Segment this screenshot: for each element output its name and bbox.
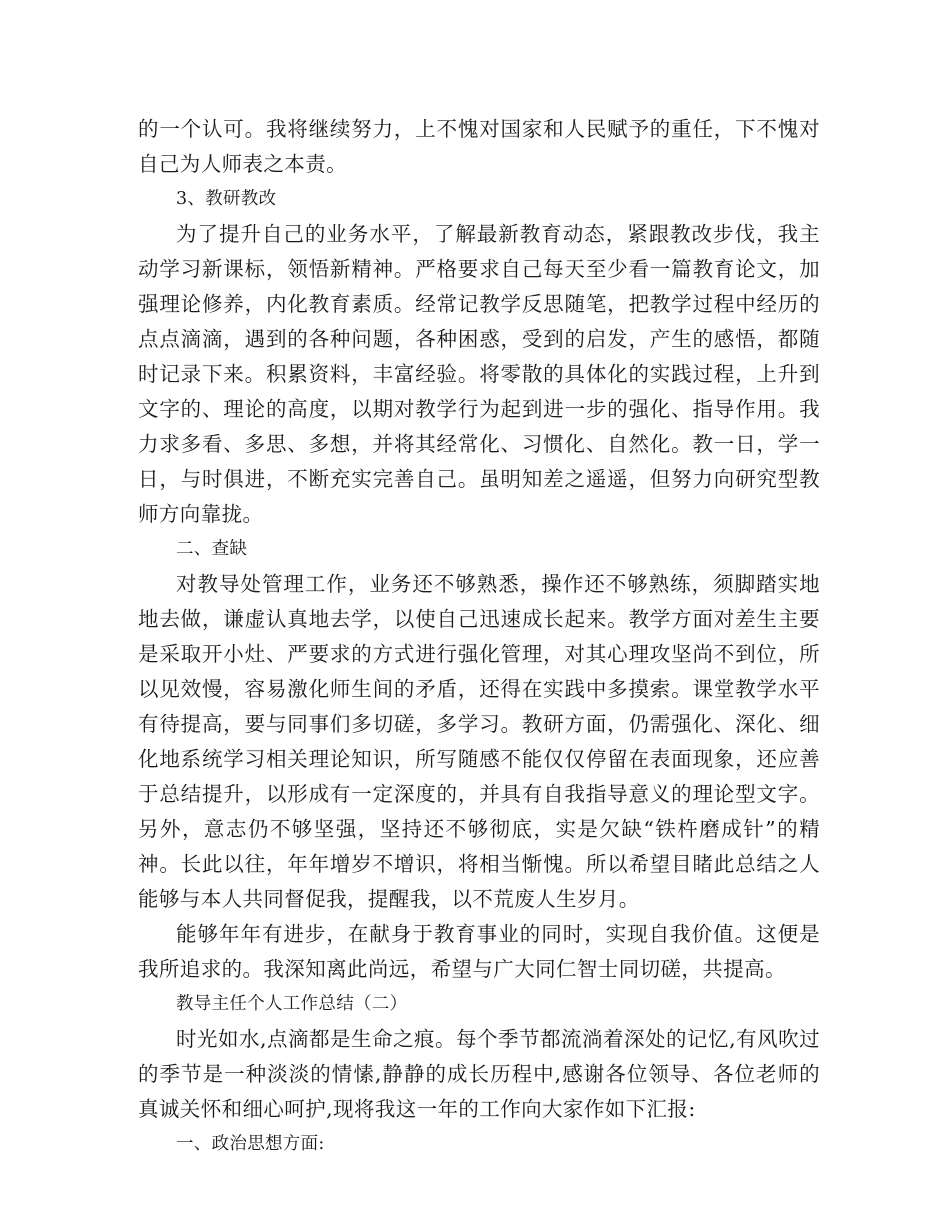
paragraph-research: 为了提升自己的业务水平，了解最新教育动态，紧跟教改步伐，我主动学习新课标，领悟新精神。严格要求自己每天至少看一篇教育论文，加强理论修养，内化教育素质。经常记教学反思随笔，把教学过程中经历的点点滴滴，遇到的各种问题，各种困惑，受到的启发，产生的感悟，都随时记录下来。积累资料，丰富经验。将零散的具体化的实践过程，上升到文字的、理论的高度，以期对教学行为起到进一步的强化、指导作用。我力求多看、多思、多想，并将其经常化、习惯化、自然化。教一日，学一日，与时俱进，不断充实完善自己。虽明知差之遥遥，但努力向研究型教师方向靠拢。	[138, 222, 820, 526]
paragraph-continuation: 的一个认可。我将继续努力，上不愧对国家和人民赋予的重任，下不愧对自己为人师表之本责。	[138, 117, 820, 176]
section-heading-summary-two: 教导主任个人工作总结（二）	[176, 994, 408, 1014]
section-heading-research: 3、教研教改	[176, 189, 277, 209]
paragraph-shortcomings: 对教导处管理工作，业务还不够熟悉，操作还不够熟练，须脚踏实地地去做，谦虚认真地去学，以使自己迅速成长起来。教学方面对差生主要是采取开小灶、严要求的方式进行强化管理，对其心理攻坚尚不到位，所以见效慢，容易激化师生间的矛盾，还得在实践中多摸索。课堂教学水平有待提高，要与同事们多切磋，多学习。教研方面，仍需强化、深化、细化地系统学习相关理论知识，所写随感不能仅仅停留在表面现象，还应善于总结提升，以形成有一定深度的，并具有自我指导意义的理论型文字。另外，意志仍不够坚强，坚持还不够彻底，实是欠缺“铁杵磨成针”的精神。长此以往，年年增岁不增识，将相当惭愧。所以希望目睹此总结之人能够与本人共同督促我，提醒我，以不荒废人生岁月。	[138, 572, 820, 911]
paragraph-goals: 能够年年有进步，在献身于教育事业的同时，实现自我价值。这便是我所追求的。我深知离此尚远，希望与广大同仁智士同切磋，共提高。	[138, 922, 820, 981]
document-body	[138, 112, 820, 1162]
section-heading-shortcomings: 二、查缺	[176, 539, 248, 559]
section-heading-political: 一、政治思想方面:	[176, 1134, 325, 1154]
paragraph-summary-intro: 时光如水,点滴都是生命之痕。每个季节都流淌着深处的记忆,有风吹过的季节是一种淡淡的情愫,静静的成长历程中,感谢各位领导、各位老师的真诚关怀和细心呵护,现将我这一年的工作向大家作如下汇报:	[138, 1027, 820, 1121]
